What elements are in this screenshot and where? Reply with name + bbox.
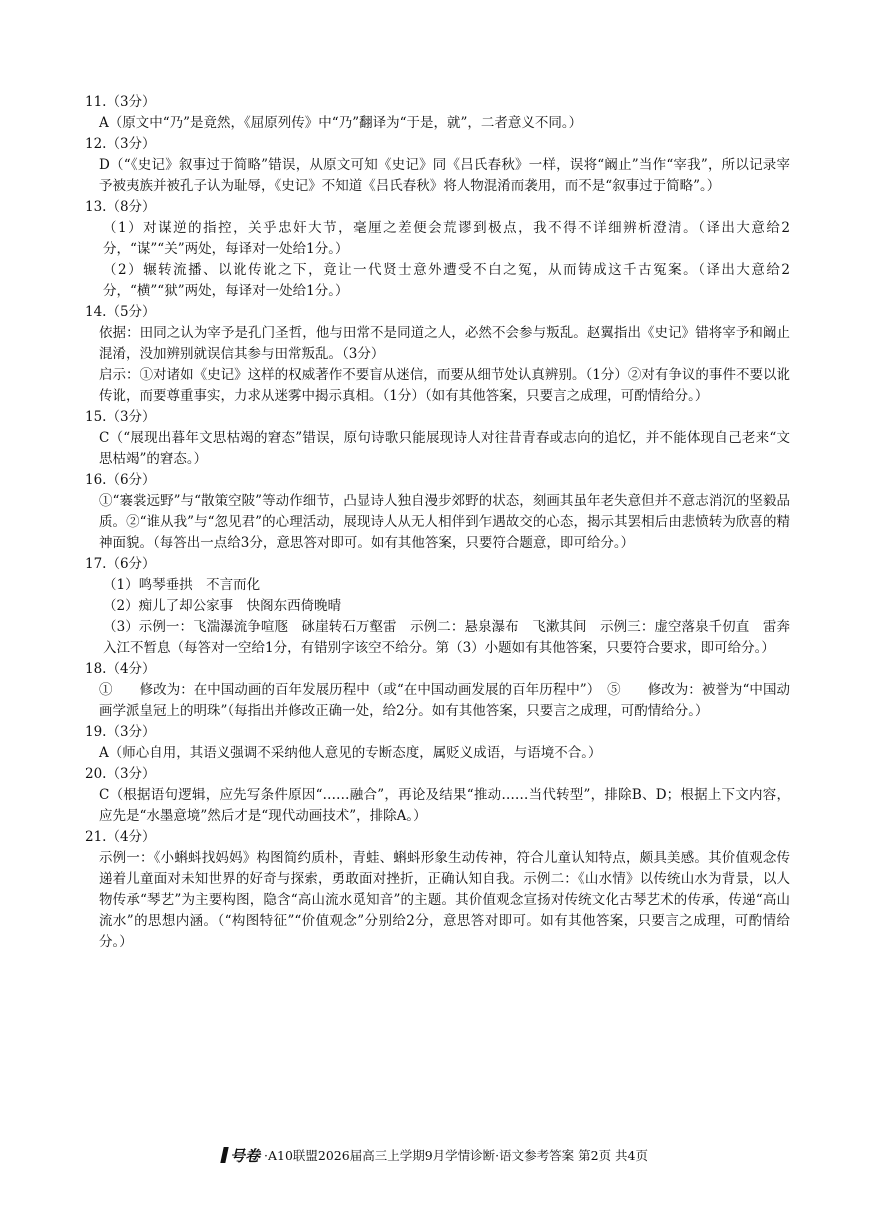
answer-item xyxy=(85,827,790,953)
question-number: 18.（4分） xyxy=(85,661,156,677)
answer-list xyxy=(85,92,790,953)
answer-text: （3）示例一：飞湍瀑流争喧豗 砯崖转石万壑雷 示例二：悬泉瀑布 飞漱其间 示例三：虚空落泉千仞直 雷奔入江不暂息（每答对一空给1分，有错别字该空不给分。第（3）小题如有其他答案，只要符合要求，即可给分。） xyxy=(103,619,790,656)
answer-item xyxy=(85,554,790,659)
answer-text: D（“《史记》叙事过于简略”错误，从原文可知《史记》同《吕氏春秋》一样，误将“阚止”当作“宰我”，所以记录宰予被夷族并被孔子认为耻辱，《史记》不知道《吕氏春秋》将人物混淆而袭用，而不是“叙事过于简略”。） xyxy=(99,157,790,194)
answer-item xyxy=(85,302,790,407)
question-number: 21.（4分） xyxy=(85,829,156,845)
answer-item xyxy=(85,197,790,302)
answer-text: 依据：田同之认为宰予是孔门圣哲，他与田常不是同道之人，必然不会参与叛乱。赵翼指出《史记》错将宰予和阚止混淆，没加辨别就误信其参与田常叛乱。（3分） xyxy=(99,325,790,362)
answer-item xyxy=(85,764,790,827)
answer-item xyxy=(85,92,790,134)
question-number: 19.（3分） xyxy=(85,724,156,740)
answer-text: ① 修改为：在中国动画的百年发展历程中（或“在中国动画发展的百年历程中”） ⑤ 修改为：被誉为“中国动画学派皇冠上的明珠”（每指出并修改正确一处，给2分。如有其他答案，只要言之成理，可酌情给分。） xyxy=(99,682,790,719)
answer-text: （2）痴儿了却公家事 快阁东西倚晚晴 xyxy=(103,598,342,614)
question-number: 20.（3分） xyxy=(85,766,156,782)
footer-text: ·A10联盟2026届高三上学期9月学情诊断·语文参考答案 第2页 共4页 xyxy=(264,1148,648,1163)
answer-text: ①“褰裳远野”与“散策空陂”等动作细节，凸显诗人独自漫步郊野的状态，刻画其虽年老失意但并不意志消沉的坚毅品质。②“谁从我”与“忽见君”的心理活动，展现诗人从无人相伴到乍遇故交的心态，揭示其罢相后由悲愤转为欣喜的精神面貌。（每答出一点给3分，意思答对即可。如有其他答案，只要符合题意，即可给分。） xyxy=(99,493,790,551)
question-number: 14.（5分） xyxy=(85,304,156,320)
page-footer xyxy=(0,1143,870,1167)
question-number: 15.（3分） xyxy=(85,409,156,425)
answer-item xyxy=(85,407,790,470)
answer-text: 启示：①对诸如《史记》这样的权威著作不要盲从迷信，而要从细节处认真辨别。（1分）②对有争议的事件不要以讹传讹，而要尊重事实，力求从迷雾中揭示真相。（1分）（如有其他答案，只要言之成理，可酌情给分。） xyxy=(99,367,790,404)
question-number: 16.（6分） xyxy=(85,472,156,488)
question-number: 12.（3分） xyxy=(85,136,156,152)
question-number: 11.（3分） xyxy=(85,94,156,110)
answer-item xyxy=(85,659,790,722)
answer-text: （2）辗转流播、以讹传讹之下，竟让一代贤士意外遭受不白之冤，从而铸成这千古冤案。（译出大意给2分，“横”“狱”两处，每译对一处给1分。） xyxy=(103,262,790,299)
answer-item xyxy=(85,134,790,197)
answer-text: C（根据语句逻辑，应先写条件原因“……融合”，再论及结果“推动……当代转型”，排除B、D；根据上下文内容，应先是“水墨意境”然后才是“现代动画技术”，排除A。） xyxy=(99,787,790,824)
answer-text: （1）鸣琴垂拱 不言而化 xyxy=(103,577,261,593)
question-number: 13.（8分） xyxy=(85,199,156,215)
answer-text: A（师心自用，其语义强调不采纳他人意见的专断态度，属贬义成语，与语境不合。） xyxy=(99,745,602,761)
answer-text: （1）对谋逆的指控，关乎忠奸大节，毫厘之差便会荒谬到极点，我不得不详细辨析澄清。（译出大意给2分，“谋”“关”两处，每译对一处给1分。） xyxy=(103,220,790,257)
publisher-logo: 号卷 xyxy=(222,1145,260,1166)
logo-mark-icon xyxy=(220,1147,228,1163)
answer-item xyxy=(85,470,790,554)
question-number: 17.（6分） xyxy=(85,556,156,572)
answer-text: 示例一：《小蝌蚪找妈妈》构图简约质朴，青蛙、蝌蚪形象生动传神，符合儿童认知特点，颇具美感。其价值观念传递着儿童面对未知世界的好奇与探索，勇敢面对挫折，正确认知自我。示例二：《山水情》以传统山水为背景，以人物传承“琴艺”为主要构图，隐含“高山流水觅知音”的主题。其价值观念宣扬对传统文化古琴艺术的传承，传递“高山流水”的思想内涵。（“构图特征”“价值观念”分别给2分，意思答对即可。如有其他答案，只要言之成理，可酌情给分。） xyxy=(99,850,790,950)
answer-text: C（“展现出暮年文思枯竭的窘态”错误，原句诗歌只能展现诗人对往昔青春或志向的追忆，并不能体现自己老来“文思枯竭”的窘态。） xyxy=(99,430,790,467)
answer-item xyxy=(85,722,790,764)
answer-text: A（原文中“乃”是竟然，《屈原列传》中“乃”翻译为“于是，就”，二者意义不同。） xyxy=(99,115,583,131)
